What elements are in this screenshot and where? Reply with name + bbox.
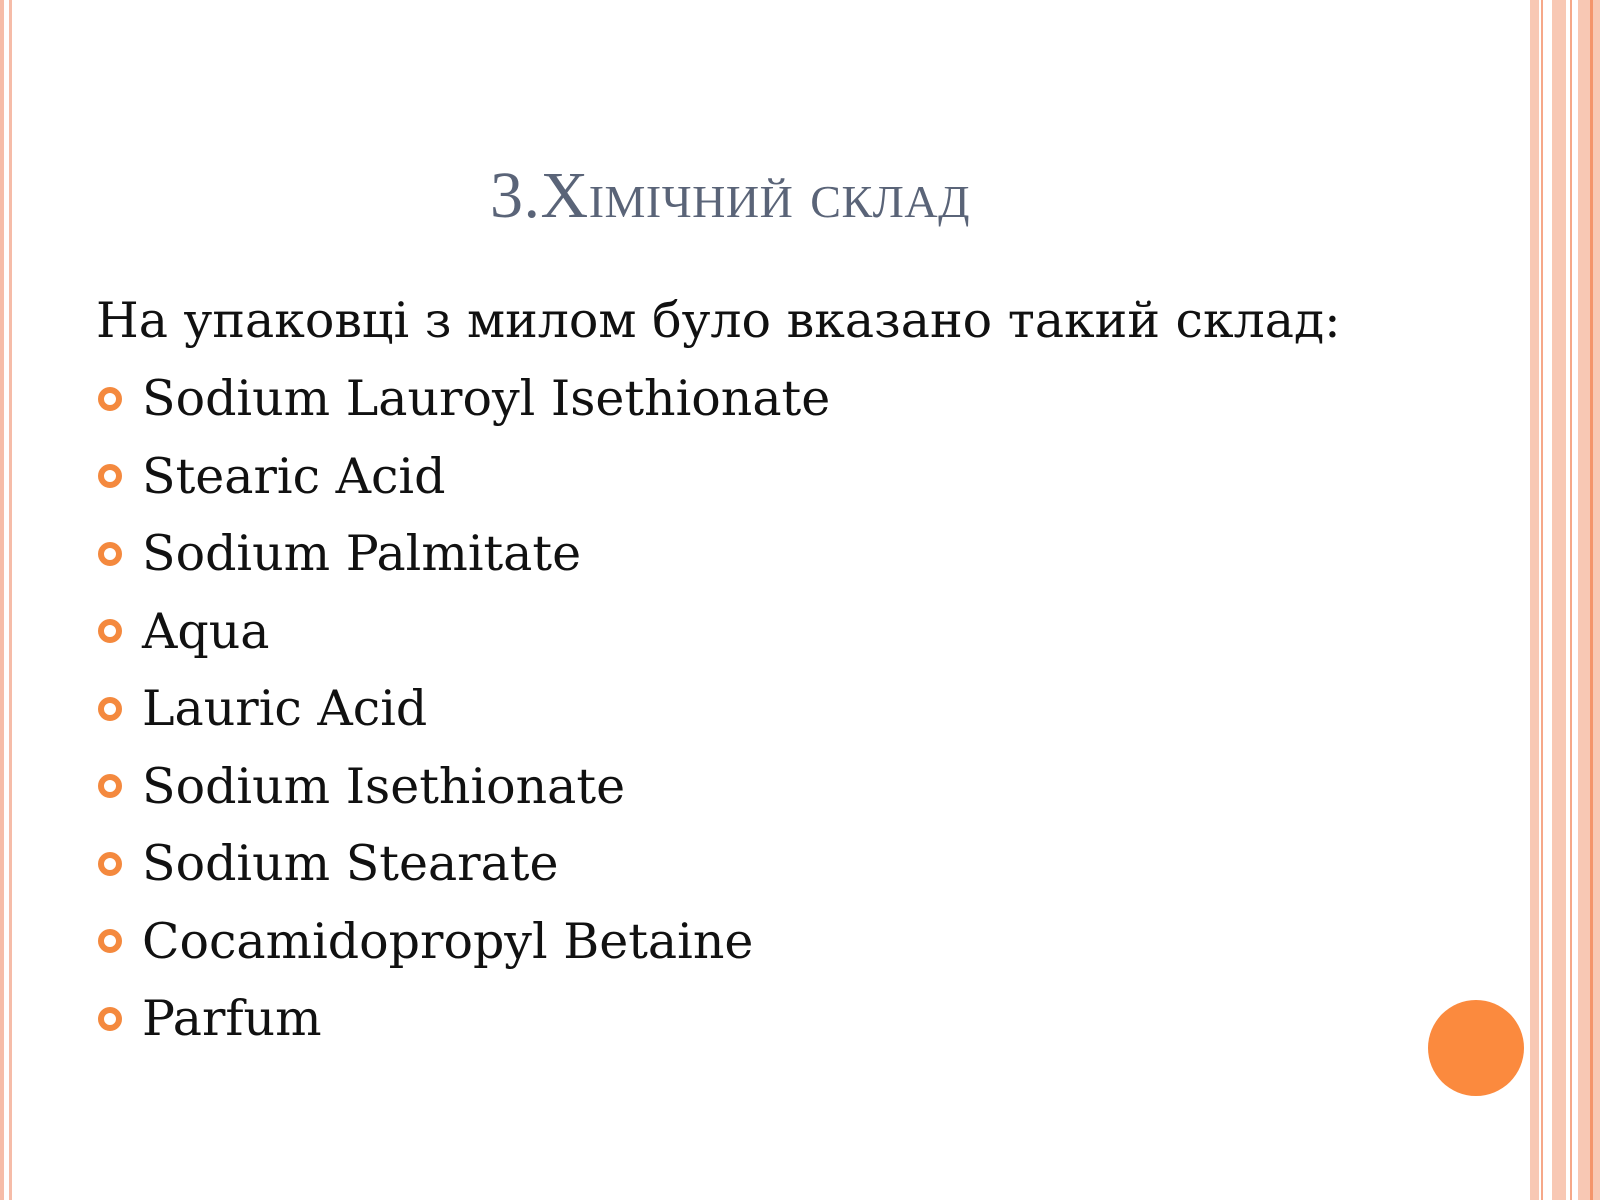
right-border-stripe: [1590, 0, 1593, 1200]
list-item: [96, 438, 830, 516]
bullet-icon: [98, 1007, 122, 1031]
right-border-stripe: [1570, 0, 1572, 1200]
right-border-stripe: [1578, 0, 1600, 1200]
ingredient-label: Sodium Palmitate: [142, 525, 582, 583]
slide-title: 3.Хімічний склад: [490, 159, 970, 232]
right-border-stripe: [1530, 0, 1539, 1200]
right-border-stripe: [1541, 0, 1543, 1200]
bullet-icon: [98, 929, 122, 953]
ingredient-label: Parfum: [142, 990, 322, 1048]
ingredient-label: Cocamidopropyl Betaine: [142, 912, 754, 970]
bullet-icon: [98, 464, 122, 488]
list-item: [96, 515, 830, 593]
list-item: [96, 825, 830, 903]
right-border-stripe: [1552, 0, 1566, 1200]
list-item: [96, 360, 830, 438]
ingredient-list: [96, 360, 830, 1058]
bullet-icon: [98, 387, 122, 411]
ingredient-label: Sodium Stearate: [142, 835, 559, 893]
bullet-icon: [98, 542, 122, 566]
bullet-icon: [98, 697, 122, 721]
ingredient-label: Lauric Acid: [142, 680, 428, 738]
list-item: [96, 670, 830, 748]
bullet-icon: [98, 852, 122, 876]
ingredient-label: Stearic Acid: [142, 447, 446, 505]
ingredient-label: Sodium Isethionate: [142, 757, 626, 815]
bullet-icon: [98, 774, 122, 798]
list-item: [96, 980, 830, 1058]
list-item: [96, 593, 830, 671]
list-item: [96, 748, 830, 826]
intro-text: На упаковці з милом було вказано такий склад:: [96, 292, 1341, 349]
ingredient-label: Sodium Lauroyl Isethionate: [142, 370, 831, 428]
bullet-icon: [98, 619, 122, 643]
list-item: [96, 903, 830, 981]
ingredient-label: Aqua: [142, 602, 270, 660]
decorative-orange-circle: [1428, 1000, 1524, 1096]
